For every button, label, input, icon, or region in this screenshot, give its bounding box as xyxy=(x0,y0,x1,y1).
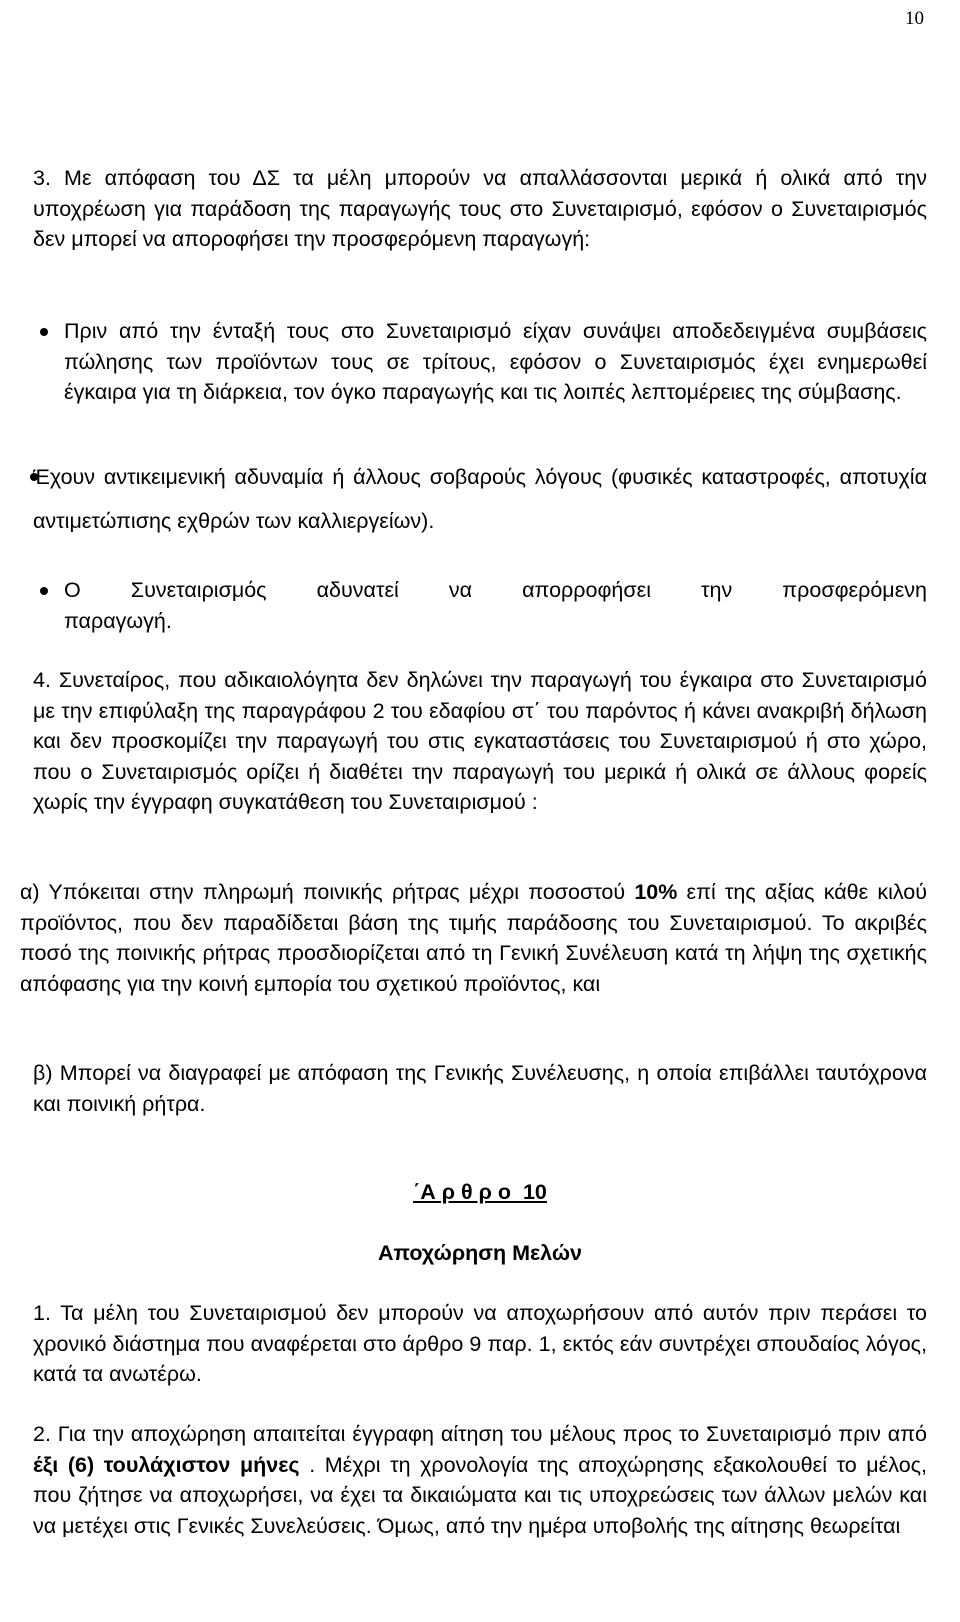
paragraph-a xyxy=(20,877,927,999)
paragraph-3 xyxy=(33,163,927,255)
article-title: ΄Α ρ θ ρ ο 10 xyxy=(413,1180,547,1204)
bullet-item xyxy=(33,455,927,543)
article-paragraph-1: 1. Τα μέλη του Συνεταιρισμού δεν μπορούν να αποχωρήσουν από αυτόν πριν περάσει το χρονικό διάστημα που αναφέρεται στο άρθρο 9 παρ. 1, εκτός εάν συντρέχει σπουδαίος λόγος, κατά τα ανωτέρω. xyxy=(33,1301,927,1386)
page-number: 10 xyxy=(905,8,924,29)
paragraph-a-text-end: επί της αξίας κάθε κιλού προϊόντος, που δεν παραδίδεται βάση της τιμής παράδοσης του Συνεταιρισμού. Το ακριβές ποσό της ποινικής ρήτρας προσδιορίζεται από τη Γενική Συνέλευση κατά τη λήψη της σχετικής απόφασης για την κοινή εμπορία του σχετικού προϊόντος, και xyxy=(20,880,928,996)
bullet-text: Πριν από την ένταξή τους στο Συνεταιρισμό είχαν συνάψει αποδεδειγμένα συμβάσεις πώλησης των προϊόντων τους σε τρίτους, εφόσον ο Συνεταιρισμός έχει ενημερωθεί έγκαιρα για τη διάρκεια, τον όγκο παραγωγής και τις λοιπές λεπτομέρειες της σύμβασης. xyxy=(64,319,927,404)
article-paragraph-2 xyxy=(33,1419,927,1541)
paragraph-3-text: Με απόφαση του ΔΣ τα μέλη μπορούν να απαλλάσσονται μερικά ή ολικά από την υποχρέωση για παράδοση της παραγωγής τους στο Συνεταιρισμό, εφόσον ο Συνεταιρισμός δεν μπορεί να αποροφήσει την προσφερόμενη παραγωγή: xyxy=(33,166,927,251)
article-subtitle: Αποχώρηση Μελών xyxy=(377,1241,582,1265)
paragraph-b: β) Μπορεί να διαγραφεί με απόφαση της Γενικής Συνέλευσης, η οποία επιβάλλει ταυτόχρονα και ποινική ρήτρα. xyxy=(33,1061,927,1116)
bullet-item xyxy=(33,575,927,636)
paragraph-a-text: α) Υπόκειται στην πληρωμή ποινικής ρήτρας μέχρι ποσοστού xyxy=(20,880,635,904)
paragraph-3-number: 3. xyxy=(33,166,51,190)
bullet-text: Ο Συνεταιρισμός αδυνατεί να απορροφήσει την προσφερόμενη παραγωγή. xyxy=(64,578,927,633)
article-paragraph-2-text: 2. Για την αποχώρηση απαιτείται έγγραφη αίτηση του μέλους προς το Συνεταιρισμό πριν από xyxy=(33,1422,927,1446)
bullet-icon xyxy=(40,328,48,336)
paragraph-4: 4. Συνεταίρος, που αδικαιολόγητα δεν δηλώνει την παραγωγή του έγκαιρα στο Συνεταιρισμό με την επιφύλαξη της παραγράφου 2 του εδαφίου στ΄ του παρόντος ή κάνει ανακριβή δήλωση και δεν προσκομίζει την παραγωγή του στις εγκαταστάσεις του Συνεταιρισμού ή στο χώρο, που ο Συνεταιρισμός ορίζει ή διαθέτει την παραγωγή του μερικά ή ολικά σε άλλους φορείς χωρίς την έγγραφη συγκατάθεση του Συνεταιρισμού : xyxy=(33,668,927,814)
article-paragraph-2-bold: έξι (6) τουλάχιστον μήνες xyxy=(33,1452,300,1477)
bullet-item xyxy=(33,316,927,408)
bullet-text: Έχουν αντικειμενική αδυναμία ή άλλους σοβαρούς λόγους (φυσικές καταστροφές, αποτυχία αντιμετώπισης εχθρών των καλλιεργείων). xyxy=(33,465,927,533)
paragraph-a-bold: 10% xyxy=(634,880,678,904)
bullet-icon xyxy=(40,587,48,595)
article-paragraph-2-text-end: . Μέχρι τη χρονολογία της αποχώρησης εξακολουθεί το μέλος, που ζήτησε να αποχωρήσει, να έχει τα δικαιώματα και τις υποχρεώσεις των άλλων μελών και να μετέχει στις Γενικές Συνελεύσεις. Όμως, από την ημέρα υποβολής της αίτησης θεωρείται xyxy=(33,1452,927,1538)
